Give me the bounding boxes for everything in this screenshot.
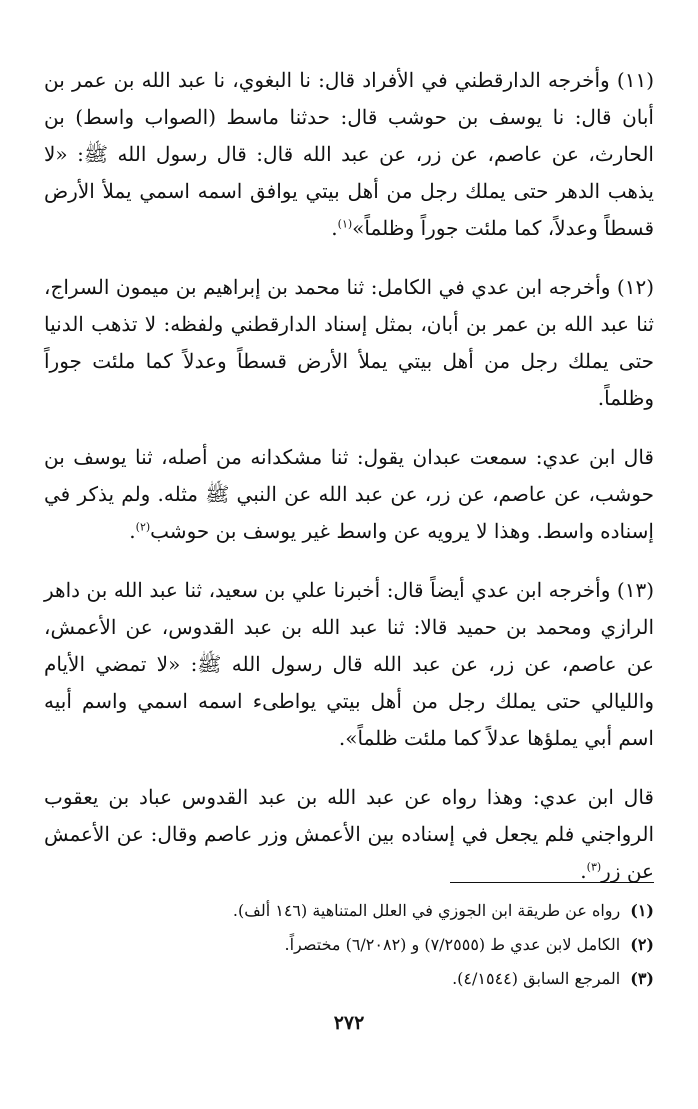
paragraph-text: (١١) وأخرجه الدارقطني في الأفراد قال: نا البغوي، نا عبد الله بن عمر بن أبان قال: نا يوسف بن حوشب قال: حدثنا ماسط (الصواب واسط) بن الحارث، عن عاصم، عن زر، عن عبد الله قال: قال رسول الله ﷺ: «لا يذهب الدهر حتى يملك رجل من أهل بيتي يوافق اسمه اسمي يملأ الأرض قسطاً وعدلاً، كما ملئت جوراً وظلماً» [44,68,654,240]
footnote-text: الكامل لابن عدي ط (٧/٢٥٥٥) و (٦/٢٠٨٢) مختصراً. [284,935,621,954]
footnote-ref-3[interactable]: (٣) [586,860,602,874]
paragraph-text: (١٢) وأخرجه ابن عدي في الكامل: ثنا محمد بن إبراهيم بن ميمون السراج، ثنا عبد الله بن عمر بن أبان، بمثل إسناد الدارقطني ولفظه: لا تذهب الدنيا حتى يملك رجل من أهل بيتي يملأ الأرض قسطاً وعدلاً كما ملئت جوراً وظلماً. [44,275,654,410]
paragraph-text: قال ابن عدي: وهذا رواه عن عبد الله بن عبد القدوس عباد بن يعقوب الرواجني فلم يجعل في إسناده بين الأعمش وزر عاصم وقال: عن الأعمش عن زر [44,785,654,883]
footnote-ref-2[interactable]: (٢) [135,520,151,534]
footnote-1 [44,894,654,928]
paragraph-13 [44,572,654,757]
paragraph-ibn-adi-comment-2 [44,779,654,890]
paragraph-ibn-adi-comment-1 [44,439,654,550]
paragraph-text: (١٣) وأخرجه ابن عدي أيضاً قال: أخبرنا علي بن سعيد، ثنا عبد الله بن داهر الرازي ومحمد بن حميد قالا: ثنا عبد الله بن عبد القدوس، عن الأعمش، عن عاصم، عن زر، عن عبد الله قال رسول الله ﷺ: «لا تمضي الأيام والليالي حتى يملك رجل من أهل بيتي يواطىء اسمه اسمي واسم أبيه اسم أبي يملؤها عدلاً كما ملئت ظلماً». [44,578,654,750]
footnote-text: المرجع السابق (٤/١٥٤٤). [452,969,621,988]
paragraph-text: قال ابن عدي: سمعت عبدان يقول: ثنا مشكدانه من أصله، ثنا يوسف بن حوشب، عن عاصم، عن زر، عن عبد الله عن النبي ﷺ مثله. ولم يذكر في إسناده واسط. وهذا لا يرويه عن واسط غير يوسف بن حوشب [44,445,654,543]
footnote-text: رواه عن طريقة ابن الجوزي في العلل المتناهية (١٤٦ ألف). [232,901,621,920]
footnote-number: (١) [630,901,654,920]
paragraph-tail: . [580,859,587,883]
footnote-number: (٣) [630,969,654,988]
paragraph-tail: . [129,519,136,543]
footnote-3 [44,962,654,996]
paragraph-12 [44,269,654,417]
footnote-2 [44,928,654,962]
footnote-ref-1[interactable]: (١) [337,217,353,231]
paragraph-tail: . [331,216,338,240]
footnote-divider [450,882,654,883]
footnotes [44,894,654,996]
main-text [44,62,654,912]
paragraph-11 [44,62,654,247]
page-number: ٢٧٢ [333,1012,365,1034]
footnote-number: (٢) [630,935,654,954]
